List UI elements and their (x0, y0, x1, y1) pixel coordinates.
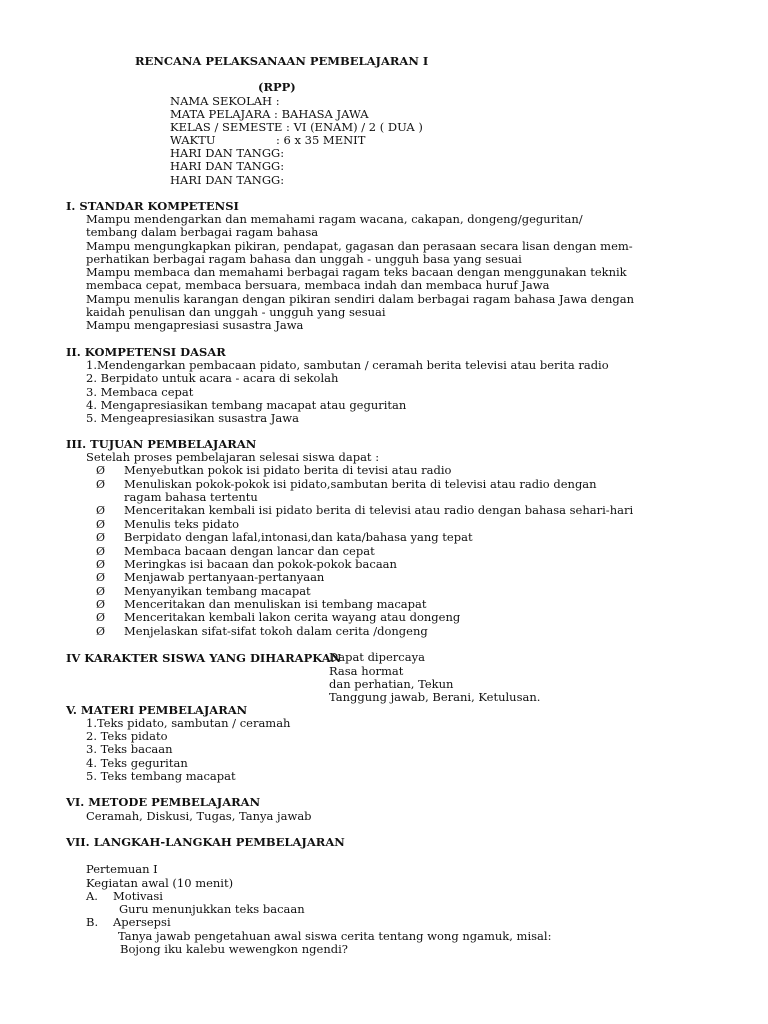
list-item: 4. Teks geguritan (86, 756, 188, 770)
section-line: Mampu membaca dan memahami berbagai ragam teks bacaan dengan menggunakan teknik (86, 265, 627, 279)
identity-time-value: : 6 x 35 MENIT (276, 133, 366, 147)
identity-time-label: WAKTU (170, 133, 216, 147)
bullet-icon: Ø (96, 598, 106, 611)
section-line: Mampu mengapresiasi susastra Jawa (86, 318, 304, 332)
bullet-icon: Ø (96, 531, 106, 544)
method-text: Ceramah, Diskusi, Tugas, Tanya jawab (86, 809, 312, 823)
step-text: Bojong iku kalebu wewengkon ngendi? (120, 942, 348, 956)
bullet-icon: Ø (96, 585, 106, 598)
doc-title: RENCANA PELAKSANAAN PEMBELAJARAN I (135, 54, 429, 68)
section-line: kaidah penulisan dan unggah - ungguh yang sesuai (86, 305, 386, 319)
identity-class: KELAS / SEMESTE : VI (ENAM) / 2 ( DUA ) (170, 120, 423, 134)
bullet-icon: Ø (96, 478, 106, 491)
list-item: Meringkas isi bacaan dan pokok-pokok bacaan (124, 557, 397, 571)
character-line: Rasa hormat (329, 664, 404, 678)
identity-date-2: HARI DAN TANGG: (170, 159, 285, 173)
list-item: 5. Mengeapresiasikan susastra Jawa (86, 411, 299, 425)
doc-subtitle: (RPP) (258, 80, 296, 94)
list-item: 1.Teks pidato, sambutan / ceramah (86, 716, 291, 730)
character-line: Dapat dipercaya (329, 650, 425, 664)
section-heading: VI. METODE PEMBELAJARAN (66, 795, 261, 809)
identity-date-3: HARI DAN TANGG: (170, 173, 285, 187)
bullet-icon: Ø (96, 571, 106, 584)
step-title: Motivasi (113, 889, 163, 903)
step-title: Apersepsi (113, 915, 171, 929)
list-item: Menuliskan pokok-pokok isi pidato,sambutan berita di televisi atau radio dengan (124, 477, 597, 491)
section-heading: IV KARAKTER SISWA YANG DIHARAPKAN (66, 651, 342, 665)
list-item: Berpidato dengan lafal,intonasi,dan kata/bahasa yang tepat (124, 530, 473, 544)
step-text: Tanya jawab pengetahuan awal siswa cerita tentang wong ngamuk, misal: (118, 929, 552, 943)
list-item: 3. Membaca cepat (86, 385, 194, 399)
step-label: A. (86, 889, 98, 903)
list-item: Menceritakan kembali isi pidato berita di televisi atau radio dengan bahasa sehari-hari (124, 503, 634, 517)
bullet-icon: Ø (96, 611, 106, 624)
list-item: 2. Teks pidato (86, 729, 168, 743)
step-label: B. (86, 915, 99, 929)
section-heading: III. TUJUAN PEMBELAJARAN (66, 437, 257, 451)
list-item-cont: ragam bahasa tertentu (124, 490, 258, 504)
bullet-icon: Ø (96, 504, 106, 517)
section-heading: II. KOMPETENSI DASAR (66, 345, 226, 359)
section-line: membaca cepat, membaca bersuara, membaca indah dan membaca huruf Jawa (86, 278, 550, 292)
bullet-icon: Ø (96, 545, 106, 558)
list-item: Menyebutkan pokok isi pidato berita di tevisi atau radio (124, 463, 452, 477)
section-intro: Setelah proses pembelajaran selesai siswa dapat : (86, 450, 380, 464)
character-line: dan perhatian, Tekun (329, 677, 454, 691)
bullet-icon: Ø (96, 558, 106, 571)
identity-subject: MATA PELAJARA : BAHASA JAWA (170, 107, 369, 121)
bullet-icon: Ø (96, 464, 106, 477)
list-item: 3. Teks bacaan (86, 742, 173, 756)
list-item: Menyanyikan tembang macapat (124, 584, 311, 598)
section-heading: V. MATERI PEMBELAJARAN (66, 703, 248, 717)
list-item: 2. Berpidato untuk acara - acara di sekolah (86, 371, 339, 385)
list-item: Menceritakan kembali lakon cerita wayang atau dongeng (124, 610, 461, 624)
list-item: Menjelaskan sifat-sifat tokoh dalam cerita /dongeng (124, 624, 428, 638)
meeting-label: Pertemuan I (86, 862, 158, 876)
list-item: Menjawab pertanyaan-pertanyaan (124, 570, 325, 584)
section-line: perhatikan berbagai ragam bahasa dan unggah - ungguh basa yang sesuai (86, 252, 522, 266)
character-line: Tanggung jawab, Berani, Ketulusan. (329, 690, 541, 704)
list-item: Membaca bacaan dengan lancar dan cepat (124, 544, 375, 558)
bullet-icon: Ø (96, 518, 106, 531)
list-item: 4. Mengapresiasikan tembang macapat atau geguritan (86, 398, 407, 412)
activity-label: Kegiatan awal (10 menit) (86, 876, 234, 890)
section-line: tembang dalam berbagai ragam bahasa (86, 225, 319, 239)
list-item: Menceritakan dan menuliskan isi tembang macapat (124, 597, 427, 611)
section-heading: I. STANDAR KOMPETENSI (66, 199, 239, 213)
section-line: Mampu menulis karangan dengan pikiran sendiri dalam berbagai ragam bahasa Jawa dengan (86, 292, 634, 306)
section-line: Mampu mendengarkan dan memahami ragam wacana, cakapan, dongeng/geguritan/ (86, 212, 583, 226)
step-text: Guru menunjukkan teks bacaan (119, 902, 305, 916)
list-item: 5. Teks tembang macapat (86, 769, 236, 783)
identity-date-1: HARI DAN TANGG: (170, 146, 285, 160)
list-item: Menulis teks pidato (124, 517, 240, 531)
section-line: Mampu mengungkapkan pikiran, pendapat, gagasan dan perasaan secara lisan dengan mem- (86, 239, 633, 253)
list-item: 1.Mendengarkan pembacaan pidato, sambutan / ceramah berita televisi atau berita radio (86, 358, 609, 372)
section-heading: VII. LANGKAH-LANGKAH PEMBELAJARAN (66, 835, 345, 849)
identity-school: NAMA SEKOLAH : (170, 94, 280, 108)
bullet-icon: Ø (96, 625, 106, 638)
